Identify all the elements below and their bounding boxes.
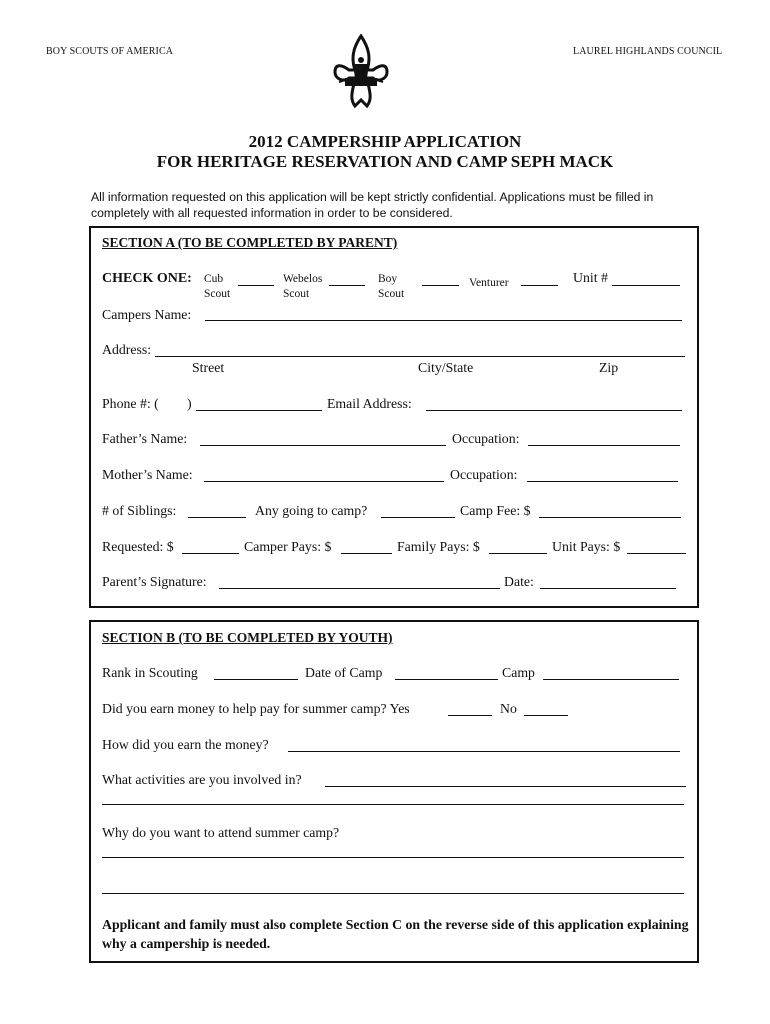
option-venturer-label: Venturer xyxy=(469,277,509,289)
camper-pays-field[interactable] xyxy=(341,553,392,554)
section-c-note: Applicant and family must also complete Section C on the reverse side of this application explaining why a campership is needed. xyxy=(102,917,689,951)
date-of-camp-field[interactable] xyxy=(395,679,498,680)
mother-name-label: Mother’s Name: xyxy=(102,467,193,482)
earn-money-yes-field[interactable] xyxy=(448,715,492,716)
unit-number-field[interactable] xyxy=(612,285,680,286)
father-occupation-field[interactable] xyxy=(528,445,680,446)
option-cub-label-1: Cub xyxy=(204,273,224,285)
signature-date-label: Date: xyxy=(504,574,534,589)
form-title-line1: 2012 CAMPERSHIP APPLICATION xyxy=(248,132,522,151)
how-earn-field[interactable] xyxy=(288,751,680,752)
father-occupation-label: Occupation: xyxy=(452,431,520,446)
signature-date-field[interactable] xyxy=(540,588,676,589)
siblings-label: # of Siblings: xyxy=(102,503,177,518)
option-cub-label-2: Scout xyxy=(204,288,231,300)
activities-field-line2[interactable] xyxy=(102,804,684,805)
campers-name-field[interactable] xyxy=(205,320,682,321)
earn-money-question: Did you earn money to help pay for summer camp? Yes xyxy=(102,701,410,716)
camp-fee-label: Camp Fee: $ xyxy=(460,503,531,518)
activities-field-line1[interactable] xyxy=(325,786,686,787)
option-webelos-checkline[interactable] xyxy=(329,285,365,286)
address-street-caption: Street xyxy=(192,360,225,375)
header-right-text: LAUREL HIGHLANDS COUNCIL xyxy=(573,46,723,57)
unit-number-label: Unit # xyxy=(573,270,608,285)
campers-name-label: Campers Name: xyxy=(102,307,192,322)
parent-signature-label: Parent’s Signature: xyxy=(102,574,207,589)
why-attend-field-line1[interactable] xyxy=(102,857,684,858)
header-left-text: BOY SCOUTS OF AMERICA xyxy=(46,46,174,57)
activities-label: What activities are you involved in? xyxy=(102,772,302,787)
address-zip-caption: Zip xyxy=(599,360,619,375)
address-label: Address: xyxy=(102,342,152,357)
mother-name-field[interactable] xyxy=(204,481,444,482)
section-b-title: SECTION B (TO BE COMPLETED BY YOUTH) xyxy=(102,630,393,645)
requested-label: Requested: $ xyxy=(102,539,174,554)
rank-label: Rank in Scouting xyxy=(102,665,198,680)
check-one-label: CHECK ONE: xyxy=(102,271,192,286)
email-label: Email Address: xyxy=(327,396,412,411)
why-attend-label: Why do you want to attend summer camp? xyxy=(102,825,340,840)
any-going-field[interactable] xyxy=(381,517,455,518)
date-of-camp-label: Date of Camp xyxy=(305,665,383,680)
earn-money-no-field[interactable] xyxy=(524,715,568,716)
option-boy-label-1: Boy xyxy=(378,273,398,285)
option-cub-checkline[interactable] xyxy=(238,285,274,286)
option-webelos-label-2: Scout xyxy=(283,288,310,300)
family-pays-field[interactable] xyxy=(489,553,547,554)
earn-money-no-label: No xyxy=(500,701,517,716)
address-field[interactable] xyxy=(155,356,685,357)
father-name-field[interactable] xyxy=(200,445,446,446)
how-earn-label: How did you earn the money? xyxy=(102,737,269,752)
any-going-label: Any going to camp? xyxy=(255,503,368,518)
mother-occupation-field[interactable] xyxy=(527,481,678,482)
option-boy-label-2: Scout xyxy=(378,288,405,300)
camp-label: Camp xyxy=(502,665,535,680)
option-venturer-checkline[interactable] xyxy=(521,285,558,286)
why-attend-field-line2[interactable] xyxy=(102,893,684,894)
camp-fee-field[interactable] xyxy=(539,517,681,518)
unit-pays-label: Unit Pays: $ xyxy=(552,539,621,554)
family-pays-label: Family Pays: $ xyxy=(397,539,480,554)
intro-paragraph: All information requested on this application will be kept strictly confidential. Applications must be filled in completely with all requested information in order to be considered. xyxy=(91,190,654,220)
email-field[interactable] xyxy=(426,410,682,411)
option-webelos-label-1: Webelos xyxy=(283,273,323,285)
mother-occupation-label: Occupation: xyxy=(450,467,518,482)
rank-field[interactable] xyxy=(214,679,298,680)
camp-field[interactable] xyxy=(543,679,679,680)
section-a-title: SECTION A (TO BE COMPLETED BY PARENT) xyxy=(102,235,398,250)
father-name-label: Father’s Name: xyxy=(102,431,188,446)
parent-signature-field[interactable] xyxy=(219,588,500,589)
bsa-logo-icon xyxy=(331,34,391,110)
phone-area-close: ) xyxy=(187,396,192,411)
phone-field[interactable] xyxy=(196,410,322,411)
phone-label: Phone #: ( xyxy=(102,396,159,411)
address-city-state-caption: City/State xyxy=(418,360,474,375)
unit-pays-field[interactable] xyxy=(627,553,686,554)
siblings-field[interactable] xyxy=(188,517,246,518)
option-boy-checkline[interactable] xyxy=(422,285,459,286)
requested-field[interactable] xyxy=(182,553,239,554)
camper-pays-label: Camper Pays: $ xyxy=(244,539,332,554)
form-title-line2: FOR HERITAGE RESERVATION AND CAMP SEPH MACK xyxy=(156,152,614,171)
